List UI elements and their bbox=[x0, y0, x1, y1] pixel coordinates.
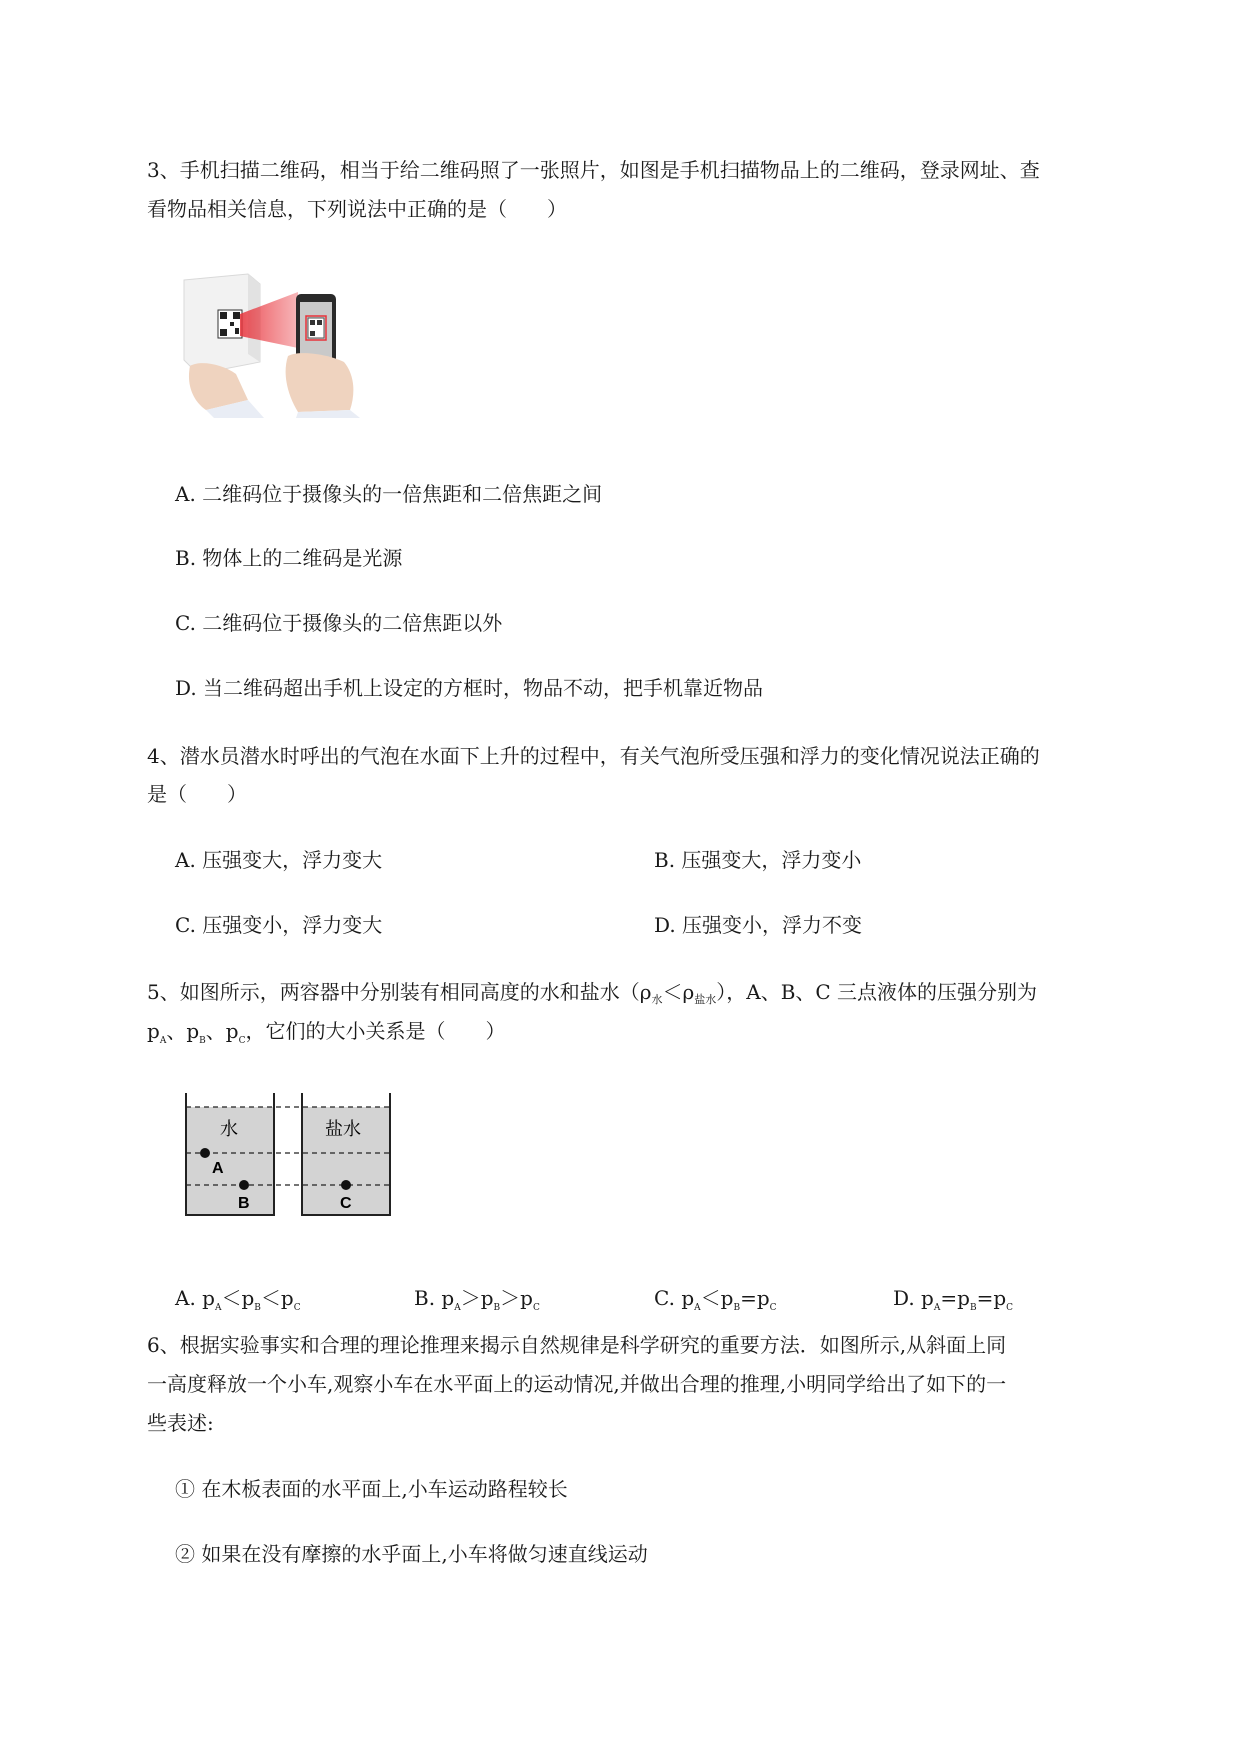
q5-stem-line2: $p_A$、$p_B$、$p_C$，它们的大小关系是（ ） bbox=[147, 1019, 506, 1046]
q5-sub-water: 水 bbox=[651, 993, 663, 1006]
q3-option-b: B. 物体上的二维码是光源 bbox=[175, 546, 403, 570]
point-b-label: B bbox=[238, 1195, 250, 1212]
q3-stem-line2: 看物品相关信息，下列说法中正确的是（ ） bbox=[147, 197, 567, 221]
q3-option-d: D. 当二维码超出手机上设定的方框时，物品不动，把手机靠近物品 bbox=[175, 676, 764, 700]
q5-stem-tail: ，它们的大小关系是（ ） bbox=[245, 1019, 506, 1043]
q6-item-2: ② 如果在没有摩擦的水乎面上,小车将做匀速直线运动 bbox=[175, 1542, 648, 1566]
point-c-dot bbox=[341, 1180, 351, 1190]
q5-stem-part2: ），A、B、C 三点液体的压强分别为 bbox=[716, 980, 1038, 1004]
q4-option-d: D. 压强变小，浮力不变 bbox=[654, 913, 863, 937]
q3-stem-line1: 3、手机扫描二维码，相当于给二维码照了一张照片，如图是手机扫描物品上的二维码，登录网址、查 bbox=[147, 158, 1040, 182]
q3-option-a: A. 二维码位于摄像头的一倍焦距和二倍焦距之间 bbox=[175, 482, 603, 506]
q4-option-b: B. 压强变大，浮力变小 bbox=[654, 848, 862, 872]
q5-less-than: ＜ρ bbox=[662, 980, 695, 1004]
q5-option-d: D. $p_A=p_B=p_C$ bbox=[893, 1286, 1014, 1313]
two-containers-figure bbox=[182, 1085, 394, 1221]
q4-stem-line1: 4、潜水员潜水时呼出的气泡在水面下上升的过程中，有关气泡所受压强和浮力的变化情况说法正确的 bbox=[147, 744, 1040, 768]
q4-option-a: A. 压强变大，浮力变大 bbox=[175, 848, 383, 872]
q5-sub-saltwater: 盐水 bbox=[694, 993, 717, 1006]
point-c-label: C bbox=[340, 1195, 352, 1212]
qr-scan-photo bbox=[178, 270, 360, 418]
q6-stem-line2: 一高度释放一个小车,观察小车在水平面上的运动情况,并做出合理的推理,小明同学给出了如下的一 bbox=[147, 1372, 1007, 1396]
q3-option-c: C. 二维码位于摄像头的二倍焦距以外 bbox=[175, 611, 503, 635]
point-b-dot bbox=[239, 1180, 249, 1190]
q6-item-1: ① 在木板表面的水平面上,小车运动路程较长 bbox=[175, 1477, 568, 1501]
q4-option-c: C. 压强变小，浮力变大 bbox=[175, 913, 383, 937]
q5-stem-line1 bbox=[147, 977, 1037, 1015]
q5-option-c: C. $p_A<p_B=p_C$ bbox=[654, 1286, 777, 1313]
saltwater-label: 盐水 bbox=[325, 1119, 361, 1139]
q4-stem-line2: 是（ ） bbox=[147, 782, 247, 806]
q5-stem-part1: 5、如图所示，两容器中分别装有相同高度的水和盐水（ρ bbox=[147, 980, 652, 1004]
q5-option-a: A. $p_A<p_B<p_C$ bbox=[175, 1286, 301, 1313]
q5-option-b: B. $p_A>p_B>p_C$ bbox=[414, 1286, 540, 1313]
point-a-label: A bbox=[212, 1160, 224, 1177]
q6-stem-line3: 些表述: bbox=[147, 1411, 214, 1435]
water-label: 水 bbox=[220, 1119, 238, 1139]
point-a-dot bbox=[200, 1148, 210, 1158]
q6-stem-line1: 6、根据实验事实和合理的理论推理来揭示自然规律是科学研究的重要方法．如图所示,从斜面上同 bbox=[147, 1333, 1007, 1357]
